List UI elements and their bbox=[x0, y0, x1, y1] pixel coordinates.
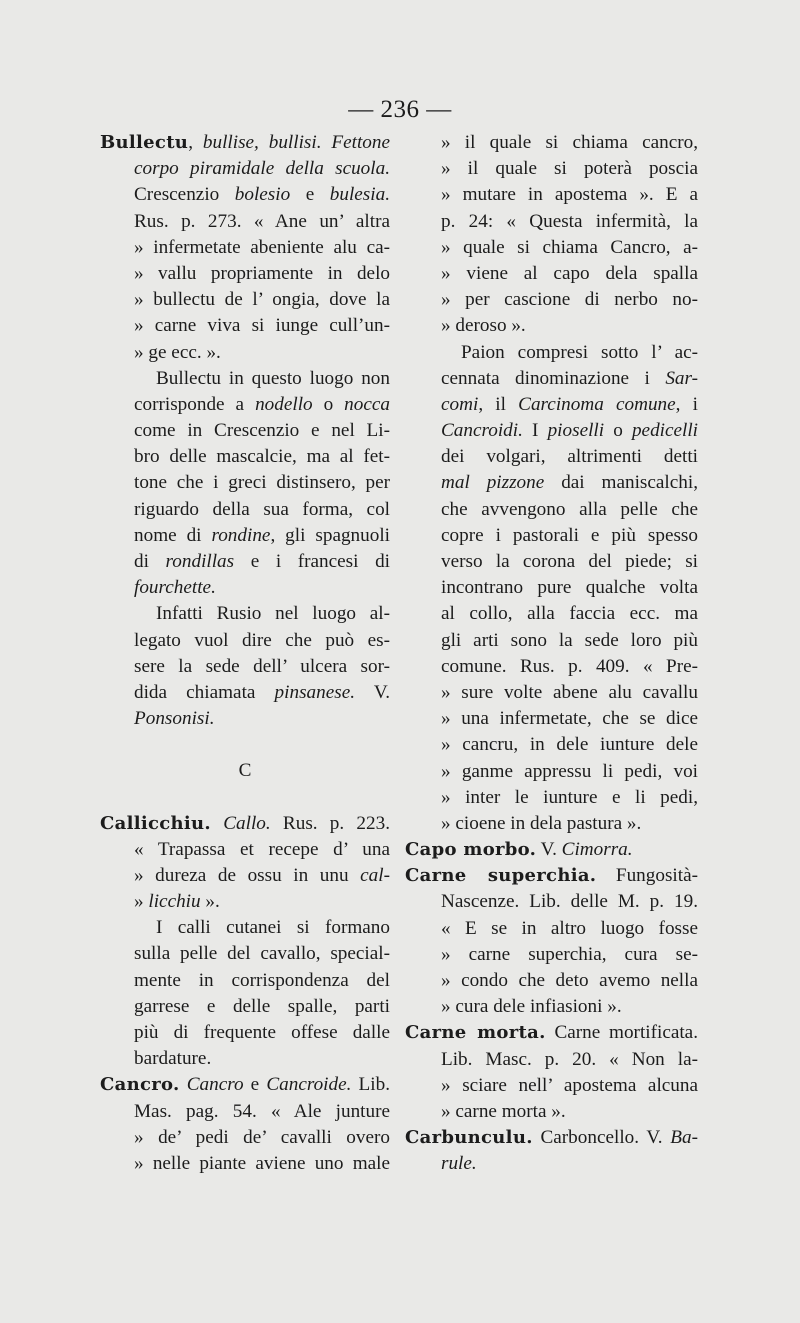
italic-term: Cimorra. bbox=[561, 839, 633, 861]
italic-term: rondine bbox=[211, 524, 271, 546]
text-line bbox=[405, 863, 698, 889]
text-segment: ». bbox=[200, 891, 220, 913]
italic-term: Carcinoma comune bbox=[518, 393, 676, 415]
text-segment: garrese e delle spalle, parti bbox=[134, 995, 390, 1017]
text-line bbox=[100, 1125, 390, 1151]
text-segment: « Trapassa et recepe d’ una bbox=[134, 838, 390, 860]
text-segment: , il bbox=[478, 393, 519, 415]
text-segment: sulla pelle del cavallo, special- bbox=[134, 943, 390, 965]
text-segment: di bbox=[134, 551, 166, 572]
text-segment: » vallu propriamente in delo bbox=[134, 262, 390, 284]
italic-term: rondillas bbox=[165, 551, 235, 572]
italic-term: Ponsonisi. bbox=[134, 708, 215, 730]
text-segment: Fungosità- bbox=[596, 865, 698, 887]
text-line bbox=[405, 628, 698, 654]
text-line bbox=[100, 182, 390, 208]
text-segment: e bbox=[243, 1074, 267, 1096]
text-segment: , i bbox=[675, 393, 698, 415]
text-segment: » ge ecc. ». bbox=[134, 341, 221, 363]
text-segment: Crescenzio bbox=[134, 184, 235, 206]
text-line bbox=[100, 1099, 390, 1125]
italic-term: comi bbox=[441, 393, 479, 415]
text-segment: « E se in altro luogo fosse bbox=[441, 917, 698, 939]
text-segment: tone che i greci distinsero, per bbox=[134, 472, 390, 494]
text-segment: » cioene in dela pastura ». bbox=[441, 812, 642, 834]
text-line bbox=[100, 235, 390, 261]
text-segment: » carne morta ». bbox=[441, 1100, 566, 1122]
text-line bbox=[405, 392, 698, 418]
text-line bbox=[405, 549, 698, 575]
text-segment: Bullectu in questo luogo non bbox=[156, 367, 390, 389]
text-line bbox=[100, 392, 390, 418]
blank-line bbox=[100, 732, 390, 758]
text-segment: » dureza de ossu in unu bbox=[134, 864, 361, 886]
text-segment: » sciare nell’ apostema alcuna bbox=[441, 1074, 698, 1096]
text-segment: incontrano pure qualche volta bbox=[441, 577, 698, 599]
text-line bbox=[405, 182, 698, 208]
text-line bbox=[405, 261, 698, 287]
italic-term: cal- bbox=[360, 864, 390, 886]
text-line bbox=[405, 575, 698, 601]
text-line bbox=[100, 601, 390, 627]
text-line bbox=[405, 209, 698, 235]
text-segment: Mas. pag. 54. « Ale junture bbox=[134, 1100, 390, 1122]
text-line bbox=[100, 758, 390, 784]
text-line bbox=[405, 418, 698, 444]
text-segment: Rus. p. 273. « Ane un’ altra bbox=[134, 210, 390, 232]
text-segment: nome di bbox=[134, 524, 212, 546]
text-line bbox=[100, 549, 390, 575]
text-line bbox=[100, 915, 390, 941]
right-column bbox=[405, 130, 698, 1178]
text-line bbox=[405, 130, 698, 156]
text-segment: V. bbox=[536, 839, 562, 861]
text-line bbox=[100, 628, 390, 654]
italic-term: pioselli bbox=[547, 420, 605, 442]
text-line bbox=[405, 1020, 698, 1046]
text-segment: o bbox=[604, 420, 632, 442]
text-line bbox=[100, 575, 390, 601]
text-segment: » bbox=[134, 891, 149, 913]
text-segment: dida chiamata bbox=[134, 681, 275, 703]
text-line bbox=[405, 444, 698, 470]
text-line bbox=[100, 968, 390, 994]
text-segment: sere la sede dell’ ulcera sor- bbox=[134, 655, 390, 677]
text-line bbox=[405, 523, 698, 549]
text-segment: verso la corona del piede; si bbox=[441, 551, 698, 572]
text-segment: copre i pastorali e più spesso bbox=[441, 524, 698, 546]
text-line bbox=[405, 1125, 698, 1151]
text-line bbox=[100, 811, 390, 837]
text-segment: » il quale si poterà poscia bbox=[441, 158, 698, 180]
text-segment: » carne viva si iunge cull’un- bbox=[134, 315, 390, 337]
page-number: — 236 — bbox=[348, 96, 452, 123]
text-line bbox=[405, 968, 698, 994]
text-segment: » mutare in apostema ». E a bbox=[441, 184, 698, 206]
text-line bbox=[100, 418, 390, 444]
text-segment: dai maniscalchi, bbox=[544, 472, 698, 494]
text-line bbox=[405, 313, 698, 339]
italic-term: fourchette. bbox=[134, 577, 216, 599]
text-segment: » cancru, in dele iunture dele bbox=[441, 734, 698, 756]
text-line bbox=[100, 340, 390, 366]
text-line bbox=[405, 732, 698, 758]
italic-term: pedicelli bbox=[631, 420, 699, 442]
text-segment: » de’ pedi de’ cavalli overo bbox=[134, 1126, 390, 1148]
text-segment: I calli cutanei si formano bbox=[156, 917, 390, 939]
text-line bbox=[100, 654, 390, 680]
text-line bbox=[100, 313, 390, 339]
text-segment: come in Crescenzio e nel Li- bbox=[134, 420, 390, 442]
text-segment: al collo, alla faccia ecc. ma bbox=[441, 603, 698, 625]
entry-headword: Carne superchia. bbox=[405, 865, 597, 887]
entry-headword: Carne morta. bbox=[405, 1022, 546, 1044]
text-line bbox=[405, 680, 698, 706]
text-line bbox=[405, 654, 698, 680]
text-segment: Infatti Rusio nel luogo al- bbox=[156, 603, 390, 625]
text-segment: e i francesi di bbox=[234, 551, 390, 572]
text-segment: Nascenze. Lib. delle M. p. 19. bbox=[441, 891, 698, 913]
text-line bbox=[100, 680, 390, 706]
text-segment bbox=[180, 1074, 187, 1095]
text-line bbox=[100, 130, 390, 156]
text-segment: » una infermetate, che se dice bbox=[441, 708, 698, 730]
text-line bbox=[100, 261, 390, 287]
text-segment: » bullectu de l’ ongia, dove la bbox=[134, 289, 390, 311]
entry-headword: Bullectu bbox=[100, 132, 189, 153]
text-segment: » infermetate abeniente alu ca- bbox=[134, 236, 390, 258]
italic-term: mal pizzone bbox=[441, 472, 545, 494]
text-segment: Paion compresi sotto l’ ac- bbox=[461, 341, 698, 363]
text-line bbox=[405, 942, 698, 968]
text-line bbox=[100, 1020, 390, 1046]
text-line bbox=[405, 811, 698, 837]
text-line bbox=[405, 994, 698, 1020]
text-segment: dei volgari, altrimenti detti bbox=[441, 446, 698, 468]
italic-term: bolesio bbox=[234, 184, 291, 206]
italic-term: Ba- bbox=[670, 1127, 698, 1149]
italic-term: bullise, bullisi. Fettone bbox=[202, 132, 390, 153]
text-segment: » il quale si chiama cancro, bbox=[441, 132, 698, 153]
text-line bbox=[405, 287, 698, 313]
entry-headword: Carbunculu. bbox=[405, 1127, 533, 1149]
text-segment: Carboncello. V. bbox=[532, 1127, 671, 1149]
text-segment: bro delle mascalcie, ma al fet- bbox=[134, 446, 390, 468]
entry-headword: Callicchiu. bbox=[100, 812, 212, 834]
text-line bbox=[100, 941, 390, 967]
text-line bbox=[100, 366, 390, 392]
italic-term: bulesia. bbox=[329, 184, 390, 206]
text-line bbox=[405, 1073, 698, 1099]
text-line bbox=[405, 1047, 698, 1073]
text-line bbox=[100, 1046, 390, 1072]
text-line bbox=[100, 1072, 390, 1098]
text-segment: comune. Rus. p. 409. « Pre- bbox=[441, 655, 698, 677]
text-line bbox=[405, 1151, 698, 1177]
text-line bbox=[405, 837, 698, 863]
text-segment: » deroso ». bbox=[441, 315, 526, 337]
text-segment: » inter le iunture e li pedi, bbox=[441, 786, 698, 808]
text-segment: I bbox=[522, 420, 548, 442]
entry-headword: Cancro. bbox=[100, 1074, 180, 1096]
italic-term: nodello bbox=[255, 393, 313, 415]
text-segment: corrisponde a bbox=[134, 393, 256, 415]
text-line bbox=[405, 470, 698, 496]
text-line bbox=[405, 916, 698, 942]
italic-term: licchiu bbox=[148, 891, 201, 913]
text-segment: » ganme appressu li pedi, voi bbox=[441, 760, 698, 782]
text-line bbox=[405, 785, 698, 811]
text-line bbox=[405, 1099, 698, 1125]
text-segment: » cura dele infiasioni ». bbox=[441, 996, 622, 1018]
entry-headword: Capo morbo. bbox=[405, 839, 537, 861]
text-line bbox=[405, 235, 698, 261]
text-segment: mente in corrispondenza del bbox=[134, 969, 390, 991]
left-column bbox=[100, 130, 390, 1177]
text-segment: che avvengono alla pelle che bbox=[441, 498, 698, 520]
text-line bbox=[100, 1151, 390, 1177]
text-line bbox=[100, 523, 390, 549]
text-line bbox=[100, 706, 390, 732]
blank-line bbox=[100, 785, 390, 811]
text-line bbox=[405, 156, 698, 182]
text-line bbox=[405, 759, 698, 785]
text-segment: cennata dinominazione i bbox=[441, 367, 666, 389]
text-line bbox=[100, 837, 390, 863]
text-segment: e bbox=[290, 184, 330, 206]
text-line bbox=[405, 601, 698, 627]
text-segment: C bbox=[238, 760, 252, 782]
italic-term: Cancro bbox=[186, 1074, 244, 1096]
text-segment bbox=[211, 813, 223, 834]
text-segment: bardature. bbox=[134, 1048, 212, 1070]
text-segment: » per cascione di nerbo no- bbox=[441, 289, 698, 311]
text-segment: » nelle piante aviene uno male bbox=[134, 1152, 390, 1174]
text-segment: Rus. p. 223. bbox=[270, 812, 391, 834]
text-line bbox=[405, 366, 698, 392]
italic-term: rule. bbox=[441, 1153, 477, 1175]
italic-term: Cancroide. bbox=[266, 1074, 352, 1096]
italic-term: nocca bbox=[344, 393, 390, 415]
text-segment: , gli spagnuoli bbox=[270, 524, 390, 546]
text-line bbox=[405, 340, 698, 366]
text-segment: legato vuol dire che può es- bbox=[134, 629, 390, 651]
italic-term: corpo piramidale della scuola. bbox=[134, 158, 390, 180]
text-segment: o bbox=[312, 393, 345, 415]
italic-term: Sar- bbox=[665, 367, 698, 389]
text-line bbox=[405, 889, 698, 915]
italic-term: Callo. bbox=[223, 812, 271, 834]
text-segment: V. bbox=[355, 681, 390, 703]
italic-term: pinsanese. bbox=[274, 681, 356, 703]
text-line bbox=[100, 863, 390, 889]
text-line bbox=[100, 156, 390, 182]
text-segment: gli arti sono la sede loro più bbox=[441, 629, 698, 651]
text-line bbox=[100, 889, 390, 915]
text-segment: » sure volte abene alu cavallu bbox=[441, 681, 698, 703]
text-line bbox=[100, 444, 390, 470]
text-segment: » viene al capo dela spalla bbox=[441, 262, 698, 284]
text-line bbox=[100, 994, 390, 1020]
text-segment: Carne mortificata. bbox=[545, 1022, 698, 1044]
text-line bbox=[405, 706, 698, 732]
italic-term: Cancroidi. bbox=[441, 420, 523, 442]
text-segment: , bbox=[188, 132, 203, 153]
text-line bbox=[100, 497, 390, 523]
text-line bbox=[100, 470, 390, 496]
text-segment: più di frequente offese dalle bbox=[134, 1022, 390, 1043]
text-line bbox=[100, 209, 390, 235]
text-segment: riguardo della sua forma, col bbox=[134, 498, 390, 520]
text-segment: » quale si chiama Cancro, a- bbox=[441, 236, 698, 258]
text-segment: » condo che deto avemo nella bbox=[441, 970, 698, 991]
text-segment: Lib. bbox=[351, 1074, 390, 1096]
text-line bbox=[405, 497, 698, 523]
text-segment: p. 24: « Questa infermità, la bbox=[441, 210, 698, 232]
text-segment: » carne superchia, cura se- bbox=[441, 943, 698, 965]
text-line bbox=[100, 287, 390, 313]
text-segment: Lib. Masc. p. 20. « Non la- bbox=[441, 1048, 698, 1070]
